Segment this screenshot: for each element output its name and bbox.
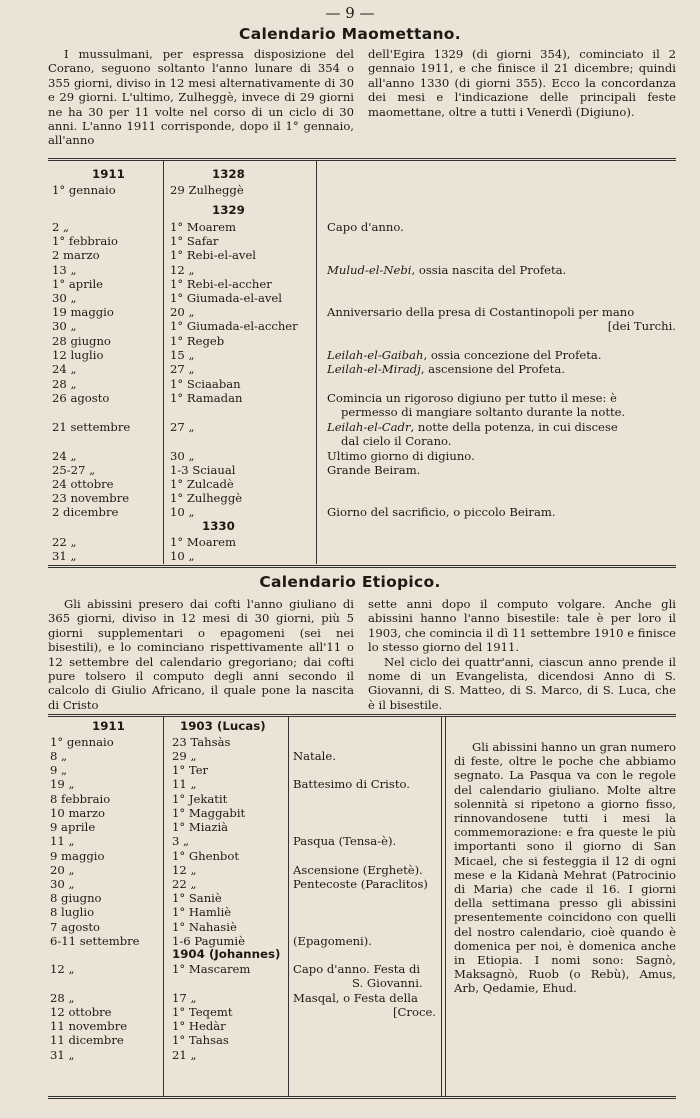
maometto-cell-d: 1° gennaio xyxy=(52,183,116,197)
etiope-cell-d: 11 dicembre xyxy=(50,1033,124,1047)
etiope-cell-e: Capo d'anno. Festa di xyxy=(293,962,421,976)
maometto-cell-m: 20 „ xyxy=(170,305,195,319)
maometto-cell-m: 27 „ xyxy=(170,362,195,376)
etiope-cell-m: 1° Miazià xyxy=(172,820,229,834)
maometto-cell-m: 30 „ xyxy=(170,449,195,463)
maometto-cell-e: Leilah-el-Cadr, notte della potenza, in cui discese xyxy=(327,420,618,434)
etiope-cell-m: 1° Hamliè xyxy=(172,905,232,919)
maometto-cell-d: 22 „ xyxy=(52,535,77,549)
maometto-cell-e: [dei Turchi. xyxy=(607,319,676,333)
etiope-year-1904: 1904 (Johannes) xyxy=(172,947,281,961)
maometto-cell-d: 26 agosto xyxy=(52,391,110,405)
etiope-cell-e: [Croce. xyxy=(393,1005,436,1019)
maometto-title: Calendario Maomettano. xyxy=(239,25,461,43)
etiope-cell-d: 8 giugno xyxy=(50,891,102,905)
etiope-cell-d: 9 aprile xyxy=(50,820,96,834)
etiope-cell-d: 8 „ xyxy=(50,749,68,763)
etiope-cell-m: 1° Tahsas xyxy=(172,1033,229,1047)
maometto-cell-e: Mulud-el-Nebi, ossia nascita del Profeta. xyxy=(327,263,567,277)
etiope-cell-m: 29 „ xyxy=(172,749,197,763)
maometto-table-bottom-rule xyxy=(48,565,676,568)
maometto-intro-right xyxy=(368,47,676,119)
etiope-note xyxy=(454,740,676,996)
etiope-cell-m: 1-6 Pagumiè xyxy=(172,934,245,948)
etiope-cell-m: 12 „ xyxy=(172,863,197,877)
etiope-cell-e: S. Giovanni. xyxy=(352,976,423,990)
etiope-cell-d: 11 „ xyxy=(50,834,75,848)
maometto-head-1911: 1911 xyxy=(92,167,125,181)
etiope-head-1903: 1903 (Lucas) xyxy=(180,719,266,733)
maometto-cell-e: dal cielo il Corano. xyxy=(341,434,452,448)
maometto-intro-left xyxy=(48,47,354,148)
maometto-cell-d: 24 ottobre xyxy=(52,477,114,491)
etiope-cell-d: 8 febbraio xyxy=(50,792,111,806)
etiope-cell-e: Ascensione (Erghetè). xyxy=(293,863,423,877)
etiope-cell-m: 1° Saniè xyxy=(172,891,222,905)
etiope-cell-m: 1° Nahasiè xyxy=(172,920,237,934)
etiope-intro-right-text-2: Nel ciclo dei quattr'anni, ciascun anno prende il nome di un Evangelista, dicendosi Anno di S. Giovanni, di S. Matteo, di S. Marco, di S. Luca, che è il bisestile. xyxy=(368,654,676,712)
maometto-cell-d: 24 „ xyxy=(52,449,77,463)
maometto-cell-d: 30 „ xyxy=(52,291,77,305)
etiope-cell-d: 12 ottobre xyxy=(50,1005,112,1019)
maometto-cell-m: 10 „ xyxy=(170,549,195,563)
etiope-cell-d: 12 „ xyxy=(50,962,75,976)
maometto-intro-left-text: I mussulmani, per espressa disposizione del Corano, seguono soltanto l'anno lunare di 354 o 355 giorni, diviso in 12 mesi alternativamente di 30 e 29 giorni. L'ultimo, Zulheggè, invece di 29 giorni ne ha 30 per 11 volte nel corso di un ciclo di 30 anni. L'anno 1911 corrisponde, dopo il 1° gennaio, all'anno xyxy=(48,47,354,148)
etiope-cell-e: Natale. xyxy=(293,749,336,763)
etiope-cell-e: Masqal, o Festa della xyxy=(293,991,418,1005)
maometto-cell-d: 13 „ xyxy=(52,263,77,277)
etiope-cell-d: 9 „ xyxy=(50,763,68,777)
maometto-year-1330: 1330 xyxy=(202,519,235,533)
etiope-cell-e: (Epagomeni). xyxy=(293,934,372,948)
etiope-cell-m: 1° Jekatit xyxy=(172,792,228,806)
maometto-col-divider-1 xyxy=(163,161,164,564)
maometto-cell-m: 1° Moarem xyxy=(170,535,237,549)
maometto-table-top-rule xyxy=(48,158,676,161)
etiope-cell-d: 6-11 settembre xyxy=(50,934,140,948)
etiope-intro-left xyxy=(48,597,354,712)
maometto-cell-d: 1° aprile xyxy=(52,277,104,291)
maometto-col-divider-2 xyxy=(316,161,317,564)
etiope-cell-d: 20 „ xyxy=(50,863,75,877)
etiope-cell-d: 19 „ xyxy=(50,777,75,791)
etiope-cell-d: 28 „ xyxy=(50,991,75,1005)
maometto-cell-m: 1° Safar xyxy=(170,234,219,248)
etiope-intro-left-text: Gli abissini presero dai cofti l'anno giuliano di 365 giorni, diviso in 12 mesi di 30 giorni, più 5 giorni supplementari o epagomeni (sei nei bisestili), e lo cominciano rispettivamente all'11 o 12 settembre del calendario gregoriano; dai cofti pure tolsero il computo degli anni secondo il calcolo di Giulio Africano, il quale pone la nascita di Cristo xyxy=(48,597,354,712)
maometto-cell-e: Giorno del sacrificio, o piccolo Beiram. xyxy=(327,505,556,519)
maometto-cell-m: 1° Regeb xyxy=(170,334,225,348)
maometto-cell-m: 1° Giumada-el-avel xyxy=(170,291,282,305)
etiope-cell-d: 30 „ xyxy=(50,877,75,891)
maometto-cell-m: 15 „ xyxy=(170,348,195,362)
maometto-cell-d: 28 „ xyxy=(52,377,77,391)
maometto-cell-d: 31 „ xyxy=(52,549,77,563)
maometto-cell-m: 1° Rebi-el-avel xyxy=(170,248,257,262)
maometto-head-1328: 1328 xyxy=(212,167,245,181)
etiope-cell-m: 23 Tahsàs xyxy=(172,735,231,749)
maometto-cell-m: 1° Ramadan xyxy=(170,391,243,405)
maometto-year-1329: 1329 xyxy=(212,203,245,217)
maometto-cell-d: 2 dicembre xyxy=(52,505,119,519)
etiope-cell-d: 10 marzo xyxy=(50,806,105,820)
maometto-cell-m: 10 „ xyxy=(170,505,195,519)
maometto-cell-d: 30 „ xyxy=(52,319,77,333)
maometto-cell-d: 2 „ xyxy=(52,220,70,234)
etiope-cell-e: Pentecoste (Paraclitos) xyxy=(293,877,428,891)
etiope-cell-m: 21 „ xyxy=(172,1048,197,1062)
maometto-cell-d: 23 novembre xyxy=(52,491,130,505)
etiope-cell-d: 8 luglio xyxy=(50,905,95,919)
etiope-col-divider-3 xyxy=(441,717,446,1096)
etiope-col-divider-2 xyxy=(288,717,289,1096)
etiope-cell-m: 1° Ter xyxy=(172,763,209,777)
maometto-cell-m: 1° Zulcadè xyxy=(170,477,234,491)
maometto-cell-e: Leilah-el-Gaibah, ossia concezione del Profeta. xyxy=(327,348,602,362)
maometto-intro-right-text: dell'Egira 1329 (di giorni 354), cominciato il 2 gennaio 1911, e che finisce il 21 dicembre; quindi all'anno 1330 (di giorni 355). Ecco la concordanza dei mesi e l'indicazione delle principali feste maomettane, oltre a tutti i Venerdì (Digiuno). xyxy=(368,47,676,119)
maometto-cell-d: 28 giugno xyxy=(52,334,111,348)
maometto-cell-e: Grande Beiram. xyxy=(327,463,421,477)
page-number: — 9 — xyxy=(325,4,375,22)
etiope-table-top-rule xyxy=(48,714,676,717)
maometto-cell-d: 2 marzo xyxy=(52,248,100,262)
etiope-col-divider-1 xyxy=(163,717,164,1096)
maometto-cell-m: 1° Rebi-el-accher xyxy=(170,277,272,291)
etiope-cell-m: 1° Teqemt xyxy=(172,1005,233,1019)
maometto-cell-m: 1° Giumada-el-accher xyxy=(170,319,298,333)
etiope-cell-e: Pasqua (Tensa-è). xyxy=(293,834,397,848)
etiope-intro-right-text-1: sette anni dopo il computo volgare. Anche gli abissini hanno l'anno bisestile: tale è per loro il 1903, che comincia il dì 11 settembre 1910 e finisce lo stesso giorno del 1911. xyxy=(368,597,676,655)
etiope-cell-e: Battesimo di Cristo. xyxy=(293,777,410,791)
maometto-cell-e: Leilah-el-Miradj, ascensione del Profeta. xyxy=(327,362,565,376)
maometto-cell-e: Capo d'anno. xyxy=(327,220,404,234)
etiope-note-text: Gli abissini hanno un gran numero di feste, oltre le poche che abbiamo segnato. La Pasqua va con le regole del calendario giuliano. Molte altre solennità si ripetono a giorno fisso, rinnovandosene tutti i mesi la commemorazione: e fra queste le più importanti sono il giorno di San Micael, che si festeggia il 12 di ogni mese e la Kidanà Mehrat (Patrocinio di Maria) che cade il 16. I giorni della settimana presso gli abissini presentemente coincidono con quelli del nostro calendario, cioè quando è domenica per noi, è domenica anche in Etiopia. I nomi sono: Sagnò, Maksagnò, Ruob (o Rebù), Amus, Arb, Qedamie, Ehud. xyxy=(454,740,676,996)
maometto-cell-m: 27 „ xyxy=(170,420,195,434)
maometto-cell-m: 12 „ xyxy=(170,263,195,277)
maometto-cell-e: Comincia un rigoroso digiuno per tutto il mese: è xyxy=(327,391,617,405)
maometto-cell-e: Anniversario della presa di Costantinopoli per mano xyxy=(327,305,635,319)
etiope-intro-right xyxy=(368,597,676,712)
maometto-cell-m: 1° Sciaaban xyxy=(170,377,241,391)
maometto-cell-d: 25-27 „ xyxy=(52,463,96,477)
etiope-cell-m: 17 „ xyxy=(172,991,197,1005)
etiope-cell-d: 11 novembre xyxy=(50,1019,128,1033)
etiope-cell-m: 1° Ghenbot xyxy=(172,849,239,863)
etiope-cell-m: 3 „ xyxy=(172,834,190,848)
maometto-cell-m: 1° Zulheggè xyxy=(170,491,243,505)
etiope-cell-m: 1° Hedàr xyxy=(172,1019,226,1033)
maometto-cell-e: permesso di mangiare soltanto durante la notte. xyxy=(341,405,626,419)
etiope-table-bottom-rule xyxy=(48,1096,676,1099)
etiope-cell-d: 9 maggio xyxy=(50,849,105,863)
maometto-cell-d: 24 „ xyxy=(52,362,77,376)
etiope-cell-m: 11 „ xyxy=(172,777,197,791)
etiope-cell-m: 22 „ xyxy=(172,877,197,891)
maometto-cell-m: 29 Zulheggè xyxy=(170,183,244,197)
etiope-cell-d: 7 agosto xyxy=(50,920,100,934)
maometto-cell-d: 19 maggio xyxy=(52,305,114,319)
maometto-cell-d: 12 luglio xyxy=(52,348,104,362)
etiope-head-1911: 1911 xyxy=(92,719,125,733)
maometto-cell-m: 1° Moarem xyxy=(170,220,237,234)
maometto-cell-m: 1-3 Sciaual xyxy=(170,463,236,477)
etiope-cell-m: 1° Maggabit xyxy=(172,806,246,820)
etiope-title: Calendario Etiopico. xyxy=(259,573,441,591)
maometto-cell-d: 1° febbraio xyxy=(52,234,118,248)
maometto-cell-d: 21 settembre xyxy=(52,420,131,434)
etiope-cell-d: 31 „ xyxy=(50,1048,75,1062)
maometto-cell-e: Ultimo giorno di digiuno. xyxy=(327,449,475,463)
etiope-cell-d: 1° gennaio xyxy=(50,735,114,749)
etiope-cell-m: 1° Mascarem xyxy=(172,962,251,976)
